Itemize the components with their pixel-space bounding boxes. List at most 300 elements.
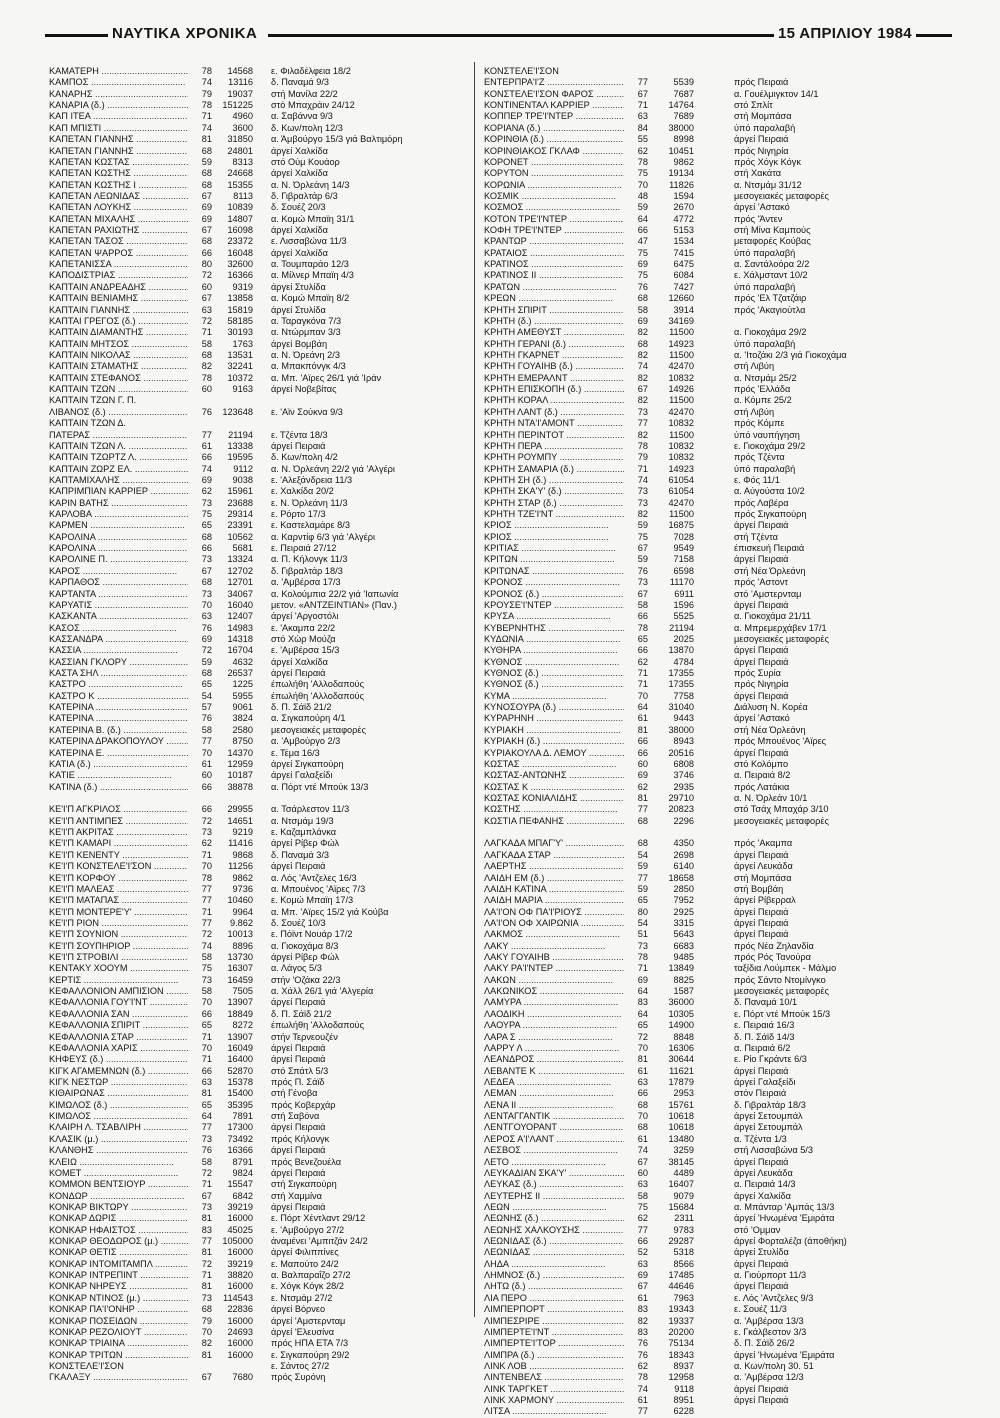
ship-status: πρός Νιγηρία (734, 679, 789, 690)
build-year: 78 (624, 1372, 648, 1383)
build-year: 52 (624, 1247, 648, 1258)
ship-row (482, 554, 952, 565)
ship-name: ΚΡΙΤΩΝΑΣ ..... (484, 566, 644, 577)
build-year: 59 (624, 861, 648, 872)
ship-name: ΚΡΗΤΗ ΕΠΙΣΚΟΠΗ (δ.) ..... (484, 384, 644, 395)
ship-status: άργεί Πειραιά (734, 645, 789, 656)
ship-status: άργεί Λευκάδα (734, 1167, 793, 1178)
ship-name: ΛΕΣΒΟΣ ..... (484, 1145, 644, 1156)
ship-status: στήν 'Οζάκα 22/3 (271, 974, 341, 985)
ship-status: άργεί Πειραιά (271, 1042, 326, 1053)
ship-name: ΚΑΤΕΡΙΝΑ ..... (49, 713, 199, 724)
build-year: 82 (624, 373, 648, 384)
tonnage: 19134 (668, 168, 694, 179)
tonnage: 14568 (227, 66, 253, 76)
tonnage: 1225 (232, 679, 253, 690)
ship-row (45, 418, 477, 429)
tonnage: 38000 (668, 724, 694, 735)
tonnage: 4784 (673, 656, 694, 667)
ship-status: πρός Νέα Ζηλανδία (734, 940, 814, 951)
ship-name: ΚΑΣΤΡΟ Κ ..... (49, 691, 199, 702)
ship-status: α. 'Ιτοζάκι 2/3 γιά Γιοκοχάμα (734, 349, 847, 360)
build-year: 73 (188, 1293, 212, 1304)
ship-name: ΚΡΑΤΙΝΟΣ ΙΙ ..... (484, 270, 644, 281)
ship-name: ΚΙΘΑΙΡΩΝΑΣ ..... (49, 1088, 199, 1099)
build-year: 68 (188, 146, 212, 157)
ship-name: ΚΩΣΤΑΣ ΚΟΝΙΑΛΙΔΗΣ ..... (484, 793, 644, 804)
ship-name: ΚΡΗΤΗ ΣΠΙΡΙΤ ..... (484, 305, 644, 316)
ship-status: άργεί Χαλκίδα (271, 247, 328, 258)
build-year: 59 (624, 520, 648, 531)
ship-row (482, 952, 952, 963)
tonnage: 16098 (227, 225, 253, 236)
tonnage: 13858 (227, 293, 253, 304)
tonnage: 123648 (222, 406, 253, 417)
ship-name: ΚΩΣΤΙΑ ΠΕΦΑΝΗΣ ..... (484, 816, 644, 827)
ship-row (45, 168, 477, 179)
ship-row (482, 736, 952, 747)
ship-name: ΛΑΟΥΡΑ ..... (484, 1020, 644, 1031)
ship-name: ΚΟΝΚΑΡ ΝΤΙΝΟΣ (μ.) ..... (49, 1293, 199, 1304)
tonnage: 16307 (227, 963, 253, 974)
build-year: 73 (188, 498, 212, 509)
tonnage: 6808 (673, 758, 694, 769)
build-year: 63 (624, 1179, 648, 1190)
build-year: 82 (624, 395, 648, 406)
ship-name: ΚΟΝΚΑΡ ΔΩΡΙΣ ..... (49, 1213, 199, 1224)
ship-status: στό Κολόμπο (734, 758, 789, 769)
ship-row (482, 146, 952, 157)
build-year: 64 (624, 1009, 648, 1020)
ship-name: ΚΟΣΜΟΣ ..... (484, 202, 644, 213)
tonnage: 13338 (227, 440, 253, 451)
ship-name: ΚΕ'Ι'Π ΣΤΡΟΒΙΛΙ ..... (49, 952, 199, 963)
ship-status: ε. Πειραιά 16/3 (734, 1020, 795, 1031)
ship-status: στό Σπάτλ 5/3 (271, 1065, 329, 1076)
ship-name: ΚΡΑΝΤΩΡ ..... (484, 236, 644, 247)
ship-status: ε. Χόγκ Κόγκ 28/2 (271, 1281, 344, 1292)
ship-name: ΚΑΣΣΑΝΔΡΑ ..... (49, 634, 199, 645)
ship-status: α. Ν. Όρεάνη 2/3 (271, 349, 340, 360)
tonnage: 4632 (232, 656, 253, 667)
build-year: 76 (188, 1145, 212, 1156)
ship-row (482, 1281, 952, 1292)
ship-row (45, 577, 477, 588)
build-year: 60 (624, 1168, 648, 1179)
tonnage: 2935 (673, 781, 694, 792)
ship-status: πρός Πειραιά (734, 77, 789, 88)
build-year: 66 (624, 1236, 648, 1247)
tonnage: 16407 (668, 1179, 694, 1190)
ship-row (45, 316, 477, 327)
ship-name: ΚΑΠΕΤΑΝ ΓΙΑΝΝΗΣ ..... (49, 146, 199, 157)
ship-name: ΚΑΡΜΕΝ ..... (49, 520, 199, 531)
ship-status: α. Καρντίφ 6/3 γιά 'Αλγέρι (271, 531, 376, 542)
tonnage: 2953 (673, 1088, 694, 1099)
ship-name: ΚΑΠΤΑΙΝ ΑΝΔΡΕΑΔΗΣ ..... (49, 282, 199, 293)
ship-row (482, 486, 952, 497)
ship-row (482, 1157, 952, 1168)
ship-row (482, 645, 952, 656)
build-year: 58 (188, 339, 212, 350)
ship-status: ε. Καστελαμάρε 8/3 (271, 520, 350, 531)
ship-row (45, 861, 477, 872)
build-year: 66 (188, 782, 212, 793)
build-year: 68 (624, 838, 648, 849)
ship-row (45, 804, 477, 815)
build-year: 81 (188, 1213, 212, 1224)
tonnage: 38145 (668, 1156, 694, 1167)
tonnage: 19343 (668, 1304, 694, 1315)
ship-status: άργεί Πειραιά (734, 1065, 789, 1076)
ship-status: α. Π. Κήλονγκ 11/3 (271, 554, 348, 565)
ship-row (45, 566, 477, 577)
build-year: 68 (624, 339, 648, 350)
ship-row (482, 66, 952, 77)
ship-name: ΚΡΗΤΗ ΠΕΡΙΝΤΟΤ ..... (484, 430, 644, 441)
tonnage: 12959 (227, 758, 253, 769)
ship-status: άργεί Χαλκίδα (734, 1190, 791, 1201)
build-year: 54 (188, 691, 212, 702)
tonnage: 19337 (668, 1315, 694, 1326)
ship-row (45, 770, 477, 781)
build-year: 63 (188, 611, 212, 622)
tonnage: 9549 (673, 543, 694, 554)
ship-row (482, 1088, 952, 1099)
ship-row (482, 1191, 952, 1202)
ship-name: ΚΕ'Ι'Π ΣΟΥΠΗΡΙΟΡ ..... (49, 941, 199, 952)
ship-name: ΚΟΝΚΑΡ ΘΕΤΙΣ ..... (49, 1247, 199, 1258)
tonnage: 9112 (233, 463, 253, 474)
ship-status: α. Γουέλμιγκτον 14/1 (734, 88, 819, 99)
build-year: 58 (188, 1157, 212, 1168)
ship-status: άργεί Πειραιά (271, 1054, 326, 1065)
ship-row (45, 180, 477, 191)
ship-status: άργεί Στυλίδα (734, 1247, 789, 1258)
header-rule-middle (268, 34, 778, 37)
ship-status: ε. Τέμα 16/3 (271, 747, 320, 758)
tonnage: 23688 (227, 497, 253, 508)
ship-name: ΚΑΡΤΑΝΤΑ ..... (49, 589, 199, 600)
build-year: 61 (188, 441, 212, 452)
ship-row (45, 293, 477, 304)
tonnage: 15819 (227, 304, 253, 315)
ship-name: ΚΡΗΤΗ ΓΟΥΑΙΗΒ (δ.) ..... (484, 361, 644, 372)
ship-status: άργεί Νοβεβίτας (271, 384, 337, 395)
build-year: 71 (188, 1270, 212, 1281)
tonnage: 4960 (232, 111, 253, 122)
ship-name: ΛΕΒΑΝΤΕ Κ ..... (484, 1066, 644, 1077)
ship-name: ΚΡΗΤΗ ΚΟΡΑΛ ..... (484, 395, 644, 406)
ship-status: άργεί Πειραιά (734, 134, 789, 145)
ship-status: πρός 'Ακαγιούτλα (734, 304, 806, 315)
ship-status: άργεί Πειραιά (734, 1156, 789, 1167)
tonnage: 38820 (227, 1270, 253, 1281)
tonnage: 36000 (668, 997, 694, 1008)
ship-status: δ. Παναμά 9/3 (271, 77, 330, 88)
ship-row (45, 1293, 477, 1304)
ship-row (45, 350, 477, 361)
ship-name: ΚΟΡΙΝΘΙΑΚΟΣ ΓΚΛΑΦ ..... (484, 146, 644, 157)
build-year: 67 (188, 566, 212, 577)
tonnage: 17300 (227, 1122, 253, 1133)
ship-status: στή Χακάτα (734, 168, 782, 179)
build-year: 67 (624, 384, 648, 395)
ship-name: ΛΕΔΕΑ ..... (484, 1077, 644, 1088)
ship-name: ΚΑΠΕΤΑΝ ΨΑΡΡΟΣ ..... (49, 248, 199, 259)
ship-name: ΚΑΡΟΛΙΝΕ Π. ..... (49, 554, 199, 565)
ship-row (482, 395, 952, 406)
build-year: 82 (624, 350, 648, 361)
build-year: 67 (624, 589, 648, 600)
ship-name: ΚΡΙΟΣ ..... (484, 532, 644, 543)
ship-name: ΚΑΣΤΡΟ ..... (49, 679, 199, 690)
build-year: 79 (188, 1316, 212, 1327)
tonnage: 13907 (227, 997, 253, 1008)
tonnage: 2311 (674, 1213, 694, 1224)
ship-status: άργεί Φορταλέζα (άποθήκη) (734, 1236, 847, 1247)
ship-row (482, 1384, 952, 1395)
ship-status: ε. Φός 11/1 (734, 474, 780, 485)
tonnage: 13480 (668, 1133, 694, 1144)
build-year: 67 (188, 293, 212, 304)
ship-status: άργεί Λευκάδα (734, 861, 793, 872)
ship-row (482, 168, 952, 179)
build-year: 71 (624, 464, 648, 475)
ship-status: ταξίδια Λούμπεκ - Μάλμο (734, 963, 837, 974)
build-year: 83 (188, 1225, 212, 1236)
ship-row (45, 623, 477, 634)
build-year: 69 (624, 770, 648, 781)
build-year: 75 (624, 1202, 648, 1213)
ship-status: πρός Χόγκ Κόγκ (734, 156, 801, 167)
tonnage: 20200 (668, 1326, 694, 1337)
build-year: 70 (624, 1043, 648, 1054)
tonnage: 52870 (227, 1065, 253, 1076)
ship-row (482, 816, 952, 827)
tonnage: 3259 (673, 1145, 694, 1156)
ship-row (45, 475, 477, 486)
tonnage: 23372 (227, 236, 253, 247)
ship-status: στή Μανίλα 22/2 (271, 88, 338, 99)
tonnage: 34067 (227, 588, 253, 599)
ship-name: ΚΑΠΤΑΙΝ ΖΩΡΖ ΕΛ. ..... (49, 464, 199, 475)
ship-row (482, 111, 952, 122)
ship-status: πρός Τζέντα (734, 452, 785, 463)
build-year: 81 (624, 725, 648, 736)
build-year: 67 (624, 543, 648, 554)
tonnage: 5681 (232, 543, 253, 554)
build-year: 69 (188, 214, 212, 225)
tonnage: 9862 (673, 156, 694, 167)
tonnage: 5643 (673, 929, 694, 940)
ship-status: άργεί Γαλαξείδι (271, 770, 333, 781)
ship-name: ΚΕΦΑΛΛΟΝΙΑ ΧΑΡΙΣ ..... (49, 1043, 199, 1054)
ship-row (482, 407, 952, 418)
ship-row (482, 430, 952, 441)
build-year: 82 (188, 361, 212, 372)
build-year: 78 (188, 873, 212, 884)
build-year: 78 (188, 66, 212, 77)
ship-row (482, 361, 952, 372)
ship-name: ΚΛΕΙΩ ..... (49, 1157, 199, 1168)
ship-status: Διάλυση Ν. Κορέα (734, 702, 808, 713)
ship-name: ΚΡΗΤΗ ΑΜΕΘΥΣΤ ..... (484, 327, 644, 338)
ship-name: ΛΑ'Ι'ΟΝ ΟΦ ΠΑ'Ι'ΡΙΟΥΣ ..... (484, 907, 644, 918)
ship-status: δ. Κων/πολη 12/3 (271, 122, 343, 133)
ship-name: ΚΡΗΤΗ ΣΚΑ'Υ' (δ.) ..... (484, 486, 644, 497)
ship-name: ΚΕ'Ι'Π ΑΝΤΙΜΠΕΣ ..... (49, 816, 199, 827)
ship-name: ΚΑΤΕΡΙΝΑ Ε. ..... (49, 748, 199, 759)
build-year: 78 (624, 952, 648, 963)
ship-row (45, 270, 477, 281)
build-year: 68 (624, 816, 648, 827)
ship-name: ΚΡΑΤΙΝΟΣ ..... (484, 259, 644, 270)
ship-name: ΚΥΝΟΣΟΥΡΑ (δ.) ..... (484, 702, 644, 713)
ship-status: α. Χάλλ 26/1 γιά 'Αλγερία (271, 986, 374, 997)
header-rule-left (45, 34, 115, 37)
ship-row (482, 1236, 952, 1247)
ship-status: ύπό παραλαβή (734, 281, 796, 292)
ship-name: ΛΕΝΤΑΓΓΑΝΤΙΚ ..... (484, 1111, 644, 1122)
build-year: 80 (188, 259, 212, 270)
ship-row (45, 1077, 477, 1088)
ship-name: ΚΡΗΤΗ ΕΜΕΡΑΛΝΤ ..... (484, 373, 644, 384)
ship-row (45, 1327, 477, 1338)
ship-name: ΚΑΜΠΟΣ ..... (49, 77, 199, 88)
build-year: 65 (624, 634, 648, 645)
tonnage: 35395 (227, 1099, 253, 1110)
tonnage: 9736 (232, 883, 253, 894)
ship-name: ΚΑΠΤΑΙΝ ΣΤΕΦΑΝΟΣ ..... (49, 373, 199, 384)
tonnage: 9964 (232, 906, 253, 917)
tonnage: 14900 (668, 1020, 694, 1031)
ship-status: στό 'Αμστερνταμ (734, 588, 802, 599)
ship-name: ΚΑΤΙΑ (δ.) ..... (49, 759, 199, 770)
tonnage: 8896 (232, 940, 253, 951)
ship-name: ΚΕ'Ι'Π ΣΟΥΝΙΟΝ ..... (49, 929, 199, 940)
ship-row (45, 884, 477, 895)
build-year: 73 (624, 498, 648, 509)
ship-name: ΠΑΤΕΡΑΣ ..... (49, 430, 199, 441)
ship-row (45, 929, 477, 940)
tonnage: 10451 (668, 145, 694, 156)
ship-name: ΚΡΙΟΣ ..... (484, 520, 644, 531)
ship-status: α. Μπακπόνγκ 4/3 (271, 361, 346, 372)
tonnage: 6140 (673, 861, 694, 872)
tonnage: 7158 (673, 554, 694, 565)
ship-row (45, 89, 477, 100)
ship-name: ΛΑΕΡΤΗΣ ..... (484, 861, 644, 872)
build-year: 76 (624, 1350, 648, 1361)
tonnage: 13730 (227, 952, 253, 963)
ship-row (482, 782, 952, 793)
ship-status: άργεί Πειραιά (271, 1122, 326, 1133)
ship-row (45, 146, 477, 157)
build-year: 82 (624, 430, 648, 441)
ship-name: ΚΕΡΤΙΣ ..... (49, 975, 199, 986)
ship-row (45, 1270, 477, 1281)
build-year: 63 (188, 1077, 212, 1088)
tonnage: 16875 (668, 520, 694, 531)
ship-row (45, 873, 477, 884)
ship-status: ε. Πόρτ Χέντλαντ 29/12 (271, 1213, 366, 1224)
ship-status: δ. Σουέζ 20/3 (271, 202, 326, 213)
ship-name: ΛΗΔΑ ..... (484, 1259, 644, 1270)
ship-row (482, 634, 952, 645)
ship-name: ΚΑΠΤΑΙΝ ΝΙΚΟΛΑΣ ..... (49, 350, 199, 361)
build-year: 81 (188, 1350, 212, 1361)
ship-row (482, 611, 952, 622)
build-year: 74 (188, 941, 212, 952)
ship-name: ΓΚΑΛΑΞΥ ..... (49, 1372, 199, 1383)
build-year: 58 (624, 305, 648, 316)
tonnage: 4772 (673, 213, 694, 224)
ship-name: ΛΕΥΚΑΣ (δ.) ..... (484, 1179, 644, 1190)
ship-status: δ. Κων/πολη 4/2 (271, 452, 338, 463)
ship-status: ε. Τζέντα 18/3 (271, 429, 328, 440)
build-year: 51 (624, 929, 648, 940)
build-year: 59 (188, 157, 212, 168)
ship-status: πρός Ρός Τανούρα (734, 952, 811, 963)
ship-status: στό 'Ομμαν (734, 1224, 781, 1235)
ship-name: ΚΕΦΑΛΛΟΝΙΑ ΣΠΙΡΙΤ ..... (49, 1020, 199, 1031)
ship-name: ΚΑΣΣΙΑ ..... (49, 645, 199, 656)
tonnage: 26537 (227, 668, 253, 679)
ship-status: δ. Σουέζ 10/3 (271, 917, 326, 928)
ship-name: ΚΑΤΙΝΑ (δ.) ..... (49, 782, 199, 793)
tonnage: 3315 (673, 917, 694, 928)
tonnage: 18343 (668, 1349, 694, 1360)
tonnage: 9079 (673, 1190, 694, 1201)
ship-name: ΚΑΠΕΤΑΝ ΛΕΩΝΙΔΑΣ ..... (49, 191, 199, 202)
ship-row (45, 100, 477, 111)
ship-status: α. Ντσμάμ 19/3 (271, 815, 334, 826)
ship-name: ΚΟΝΚΑΡ ΤΡΙΑΙΝΑ ..... (49, 1338, 199, 1349)
build-year: 68 (188, 1304, 212, 1315)
tonnage: 31040 (668, 702, 694, 713)
build-year: 73 (188, 1202, 212, 1213)
tonnage: 9783 (673, 1224, 694, 1235)
build-year: 74 (624, 1145, 648, 1156)
ship-status: ύπό παραλαβή (734, 463, 796, 474)
ship-name: ΚΑΠΤΑΙΝ ΤΖΩΝ Δ. (49, 418, 126, 429)
ship-row (45, 918, 477, 929)
build-year: 69 (188, 634, 212, 645)
ship-name: ΚΑΠΕΤΑΝ ΚΩΣΤΗΣ ..... (49, 168, 199, 179)
ship-row (45, 202, 477, 213)
build-year: 77 (624, 1225, 648, 1236)
build-year: 79 (624, 452, 648, 463)
build-year: 72 (188, 645, 212, 656)
ship-name: ΚΡΗΤΗ ΣΑΜΑΡΙΑ (δ.) ..... (484, 464, 644, 475)
tonnage: 16704 (227, 645, 253, 656)
build-year: 62 (624, 146, 648, 157)
ship-name: ΚΕ'Ι'Π ΚΕΝΕΝΤΥ ..... (49, 850, 199, 861)
ship-status: ύπό παραλαβή (734, 122, 796, 133)
ship-row (45, 1088, 477, 1099)
ship-row (45, 1361, 477, 1372)
ship-name: ΚΑΡΙΝ ΒΑΤΗΣ ..... (49, 498, 199, 509)
ship-row (45, 373, 477, 384)
ship-row (482, 259, 952, 270)
tonnage: 20516 (668, 747, 694, 758)
build-year: 78 (624, 623, 648, 634)
ship-status: άργεί Πειραιά (271, 440, 326, 451)
build-year: 73 (624, 941, 648, 952)
ship-row (45, 259, 477, 270)
ship-status: ε. Λός 'Αντζελες 9/3 (734, 1292, 814, 1303)
